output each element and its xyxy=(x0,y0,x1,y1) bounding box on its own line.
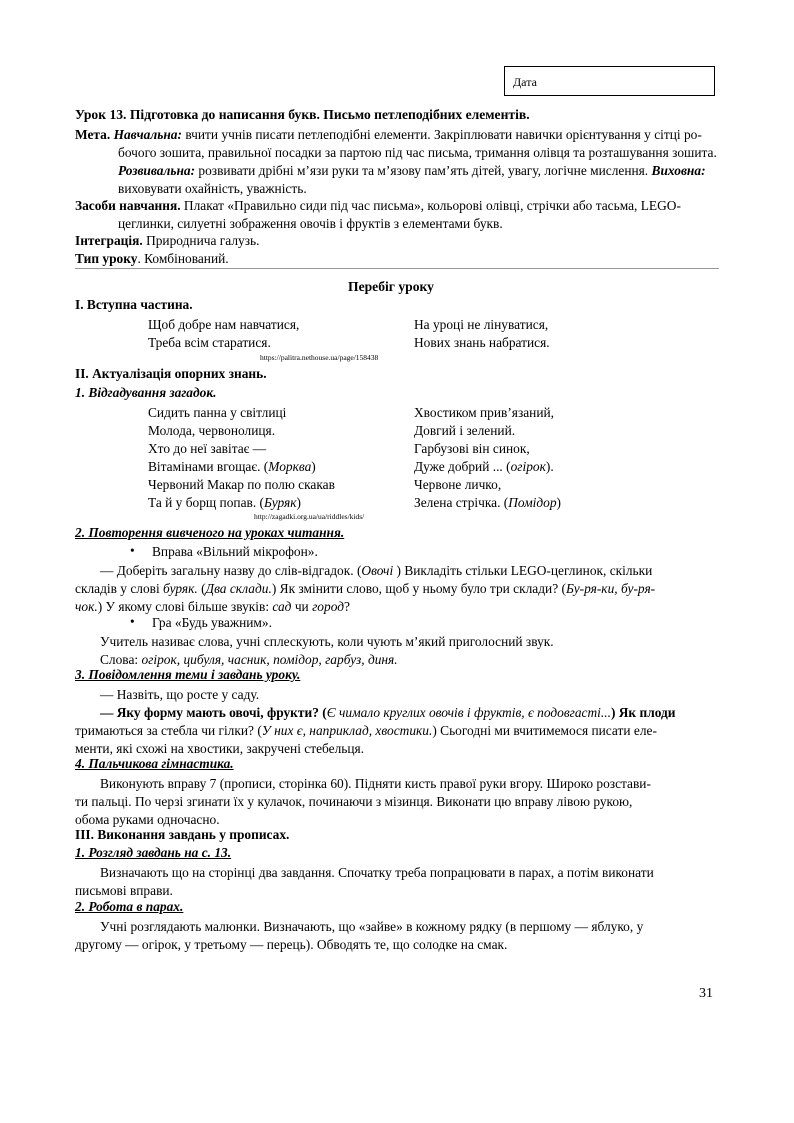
lesson-flow-heading: Перебіг уроку xyxy=(348,279,434,294)
materials-paragraph: Засоби навчання. Плакат «Правильно сиди під час письма», кольорові олівці, стрічки або тасьма, LEGO- xyxy=(75,198,681,213)
subsection-finger-gym: 4. Пальчикова гімнастика. xyxy=(75,756,234,771)
source-link-1[interactable]: https://palitra.nethouse.ua/page/158438 xyxy=(260,353,379,362)
learning-goal-label: Навчальна: xyxy=(113,127,182,142)
section-2-title: II. Актуалізація опорних знань. xyxy=(75,366,267,381)
riddles-left: Сидить панна у світлиці Молода, червонолиця. Хто до неї завітає — Вітамінами вгощає. (Морква) Червоний Макар по полю скакав Та й у борщ попав. (Буряк) xyxy=(148,405,335,510)
goal-paragraph: Мета. Навчальна: вчити учнів писати петлеподібні елементи. Закріплювати навички орієнтування у сітці ро- xyxy=(75,127,702,142)
educational-goal-label: Виховна: xyxy=(651,163,706,178)
exercise-be-attentive: Гра «Будь уважним». xyxy=(152,615,272,630)
developmental-goal-label: Розвивальна: xyxy=(118,163,196,178)
bullet-icon: • xyxy=(130,614,135,629)
subsection-riddles: 1. Відгадування загадок. xyxy=(75,385,217,400)
integration-line: Інтеграція. Природнича галузь. xyxy=(75,233,260,248)
poem-left: Щоб добре нам навчатися, Треба всім старатися. xyxy=(148,317,300,350)
subsection-pair-work: 2. Робота в парах. xyxy=(75,899,184,914)
materials-label: Засоби навчання. xyxy=(75,198,181,213)
divider xyxy=(75,268,719,269)
riddles-right: Хвостиком прив’язаний, Довгий і зелений. Гарбузові він синок, Дуже добрий ... (огірок). Червоне личко, Зелена стрічка. (Помідор) xyxy=(414,405,562,510)
lesson-type-line: Тип уроку. Комбінований. xyxy=(75,251,229,266)
section-1-title: I. Вступна частина. xyxy=(75,297,193,312)
date-box[interactable] xyxy=(504,66,715,96)
poem-right: На уроці не лінуватися, Нових знань набратися. xyxy=(414,317,550,350)
page-number: 31 xyxy=(699,986,713,1001)
date-label: Дата xyxy=(513,75,537,89)
bullet-icon: • xyxy=(130,543,135,558)
section-3-title: III. Виконання завдань у прописах. xyxy=(75,827,290,842)
subsection-reading-review: 2. Повторення вивченого на уроках читання. xyxy=(75,525,345,540)
lesson-title: Урок 13. Підготовка до написання букв. Письмо петлеподібних елементів. xyxy=(75,107,530,122)
subsection-topic: 3. Повідомлення теми і завдань уроку. xyxy=(75,667,301,682)
source-link-2[interactable]: http://zagadki.org.ua/ua/riddles/kids/ xyxy=(254,512,365,521)
subsection-review-tasks: 1. Розгляд завдань на с. 13. xyxy=(75,845,232,860)
goal-label: Мета. xyxy=(75,127,111,142)
exercise-free-mic: Вправа «Вільний мікрофон». xyxy=(152,544,318,559)
document-page: Дата Урок 13. Підготовка до написання букв. Письмо петлеподібних елементів. Мета. Навчальна: вчити учнів писати петлеподібні елементи. Закріплювати навички орієнтування у сітці ро- бочого зошита, правильної посадки за партою під час письма, тримання олівця та розташування зошита. Розвивальна: розвивати дрібні м’язи руки та м’язову пам’ять дітей, увагу, логічне мислення. Виховна: виховувати охайність, уважність. Засоби навчання. Плакат «Правильно сиди під час письма», кольорові олівці, стрічки або тасьма, LEGO- цеглинки, силуетні зображення овочів і фруктів з елементами букв. Інтеграція. Природнича галузь. Тип уроку. Комбінований. Перебіг уроку I. Вступна частина. Щоб добре нам навчатися, Треба всім старатися. На уроці не лінуватися, Нових знань набратися. https://palitra.nethouse.ua/page/158438 II. Актуалізація опорних знань. 1. Відгадування загадок. Сидить панна у світлиці Молода, червонолиця. Хто до неї завітає — Вітамінами вгощає. (Морква) Червоний Макар по полю скакав Та й у борщ попав. (Буряк) Хвостиком прив’язаний, Довгий і зелений. Гарбузові він синок, Дуже добрий ... (огірок). Червоне личко, Зелена стрічка. (Помідор) http://zagadki.org.ua/ua/riddles/kids/ 2. Повторення вивченого на уроках читання. • Вправа «Вільний мікрофон». — Доберіть загальну назву до слів-відгадок. (Овочі ) Викладіть стільки LEGO-цеглинок, скільки складів у слові буряк. (Два склади.) Як змінити слово, щоб у ньому було три склади? (Бу-ря-ки, бу-ря- чок.) У якому слові більше звуків: сад чи город? • Гра «Будь уважним». Учитель називає слова, учні сплескують, коли чують м’який приголосний звук. Слова: огірок, цибуля, часник, помідор, гарбуз, диня. 3. Повідомлення теми і завдань уроку. — Назвіть, що росте у саду. — Яку форму мають овочі, фрукти? (Є чимало круглих овочів і фруктів, є подовгасті...) Як плоди тримаються за стебла чи гілки? (У них є, наприклад, хвостики.) Сьогодні ми вчитимемося писати еле- менти, які схожі на хвостики, закручені стебельця. 4. Пальчикова гімнастика. Виконують вправу 7 (прописи, сторінка 60). Підняти кисть правої руки вгору. Широко розстави- ти пальці. По черзі згинати їх у кулачок, починаючи з мізинця. Виконати цю вправу лівою рукою, обома руками одночасно. III. Виконання завдань у прописах. 1. Розгляд завдань на с. 13. Визначають що на сторінці два завдання. Спочатку треба попрацювати в парах, а потім виконати письмові вправи. 2. Робота в парах. Учні розглядають малюнки. Визначають, що «зайве» в кожному рядку (в першому — яблуко, у другому — огірок, у третьому — перець). Обводять те, що солодке на смак. 31 xyxy=(0,0,794,1123)
